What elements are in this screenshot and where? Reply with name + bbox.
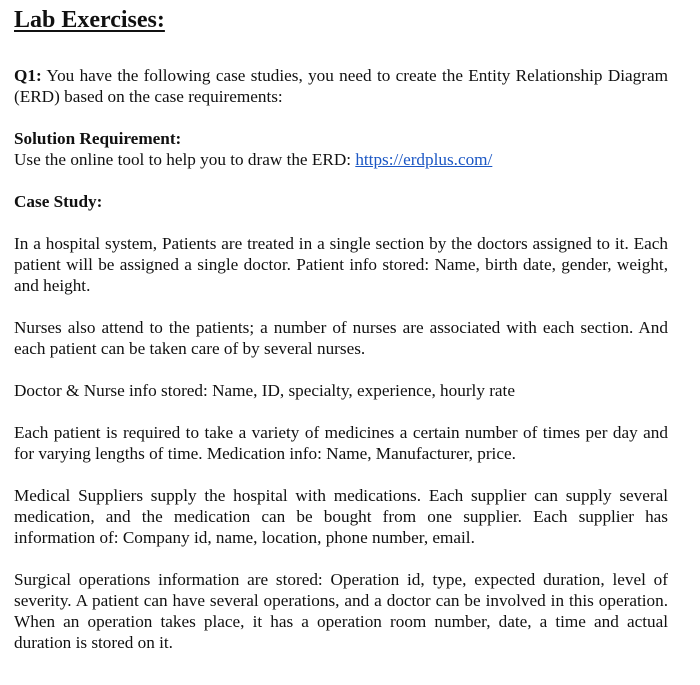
- question-1-label: Q1:: [14, 66, 42, 85]
- erdplus-link[interactable]: https://erdplus.com/: [355, 150, 493, 169]
- case-paragraph-staff-info: Doctor & Nurse info stored: Name, ID, specialty, experience, hourly rate: [14, 381, 515, 400]
- case-paragraph-nurses: Nurses also attend to the patients; a number of nurses are associated with each section. And each patient can be taken care of by several nurses.: [14, 318, 668, 358]
- case-paragraph-operations: Surgical operations information are stored: Operation id, type, expected duration, level of severity. A patient can have several operations, and a doctor can be involved in this operation. When an operation takes place, it has a operation room number, date, a time and actual duration is stored on it.: [14, 570, 668, 652]
- question-1: [14, 65, 668, 107]
- question-1-text: You have the following case studies, you need to create the Entity Relationship Diagram (ERD) based on the case requirements:: [14, 66, 668, 106]
- case-paragraph-medicines: Each patient is required to take a variety of medicines a certain number of times per day and for varying lengths of time. Medication info: Name, Manufacturer, price.: [14, 423, 668, 463]
- case-paragraph-suppliers: Medical Suppliers supply the hospital with medications. Each supplier can supply several medication, and the medication can be bought from one supplier. Each supplier has information of: Company id, name, location, phone number, email.: [14, 486, 668, 547]
- solution-text: [14, 149, 668, 170]
- case-study-heading: Case Study:: [14, 192, 103, 211]
- case-paragraph-patients: In a hospital system, Patients are treated in a single section by the doctors assigned to it. Each patient will be assigned a single doctor. Patient info stored: Name, birth date, gender, weight, and height.: [14, 234, 668, 295]
- solution-heading: Solution Requirement:: [14, 129, 182, 148]
- solution-instruction: Use the online tool to help you to draw the ERD:: [14, 150, 352, 169]
- page-title: Lab Exercises:: [14, 7, 165, 33]
